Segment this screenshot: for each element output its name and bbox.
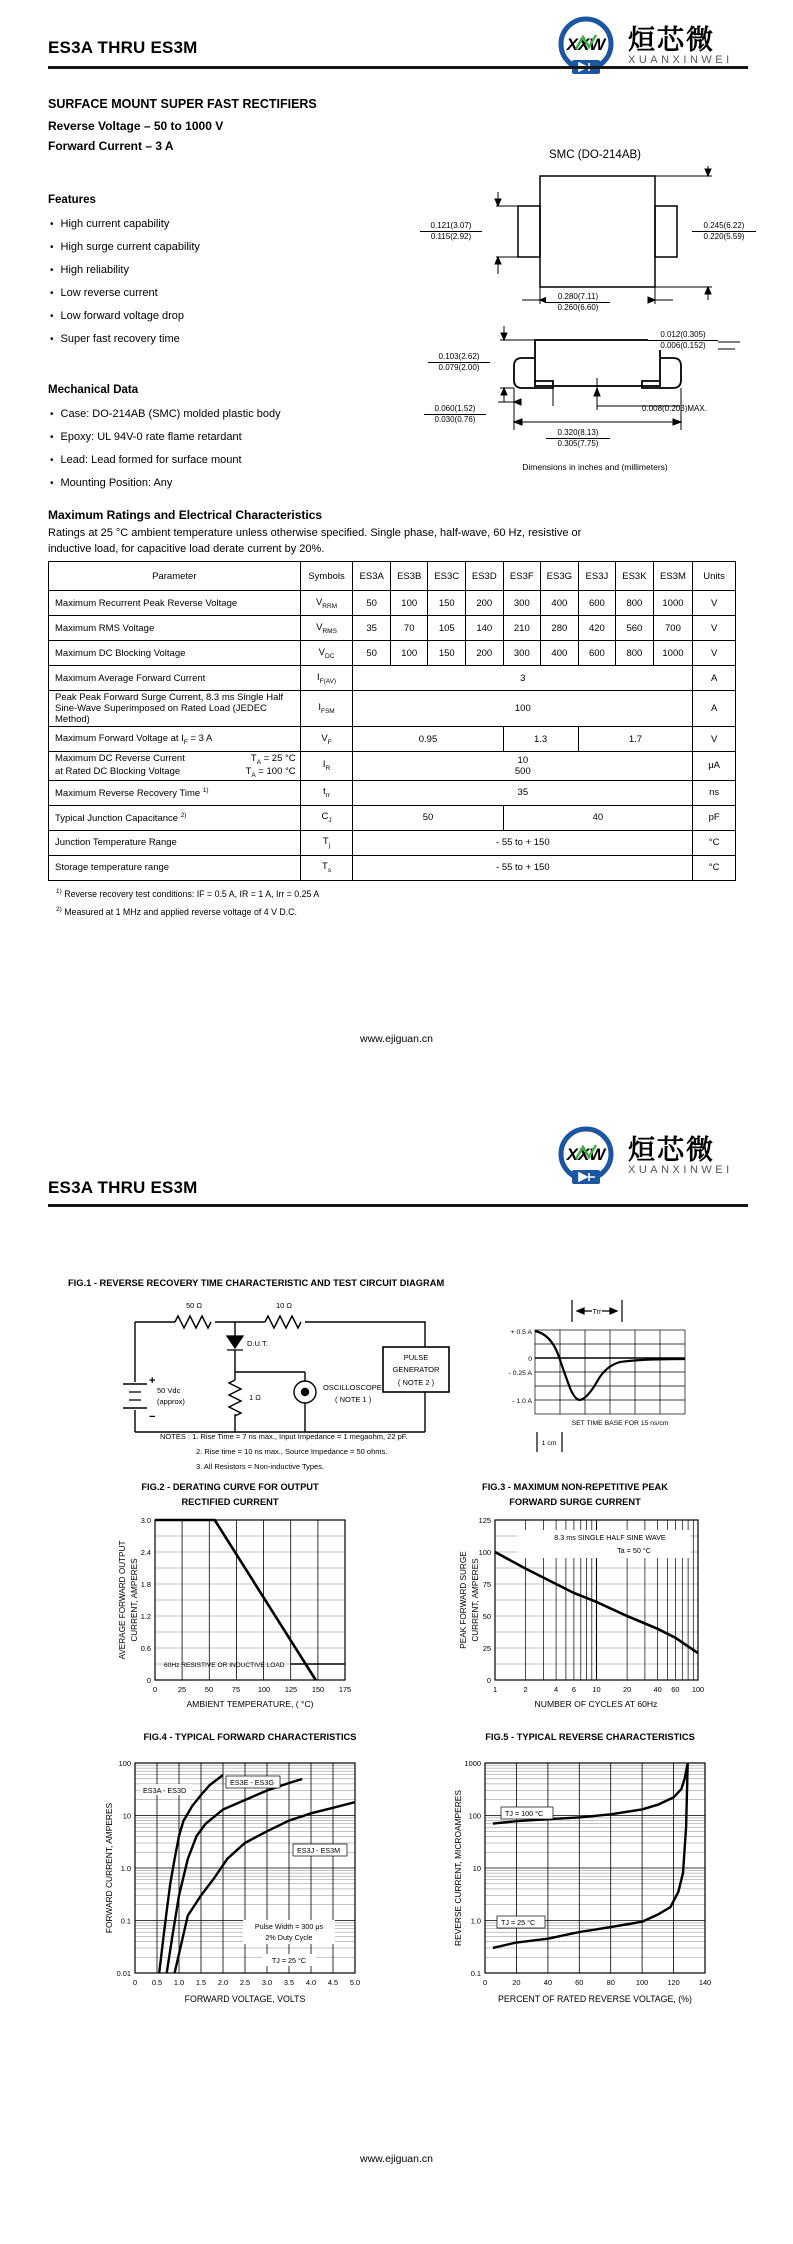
x-tick: 1 xyxy=(492,1685,498,1694)
value-cell: 800 xyxy=(616,591,654,616)
value-cell: 400 xyxy=(541,591,579,616)
table-row xyxy=(49,691,736,727)
y-tick: 75 xyxy=(482,1580,491,1589)
y-tick: 1.2 xyxy=(140,1612,151,1621)
x-tick: 2.0 xyxy=(217,1978,229,1987)
y-tick: 0.01 xyxy=(116,1969,131,1978)
resistor-10ohm-label: 10 Ω xyxy=(275,1301,293,1310)
table-row xyxy=(49,830,736,855)
page2-footer-url: www.ejiguan.cn xyxy=(360,2153,433,2165)
bullet-icon: • xyxy=(50,242,54,253)
y-tick: 100 xyxy=(468,1811,481,1821)
value-cell: 50 xyxy=(353,591,391,616)
curve-tj100-label: TJ = 100 °C xyxy=(505,1809,544,1818)
column-header: ES3K xyxy=(616,562,654,591)
fig1-note-2: 2. Rise time = 10 ns max., Source Impedance = 50 ohms. xyxy=(196,1447,388,1456)
parameter-cell: Maximum Reverse Recovery Time $^{1)}$ xyxy=(49,780,301,805)
value-cell: - 55 to + 150 xyxy=(353,855,693,880)
fig1-recovery-waveform xyxy=(480,1292,715,1472)
dim-lead: 0.060(1.52) 0.030(0.76) xyxy=(424,404,486,424)
unit-cell: V xyxy=(693,591,736,616)
symbol-cell: $T_j$ xyxy=(300,830,353,855)
bullet-icon: • xyxy=(50,455,54,466)
dim-thickness: 0.103(2.62) 0.079(2.00) xyxy=(428,352,490,372)
logo-chinese-name: 烜芯微 xyxy=(628,1135,715,1165)
value-cell: 1.3 xyxy=(503,727,578,752)
fig2-title: FIG.2 - DERATING CURVE FOR OUTPUT RECTIFIED CURRENT xyxy=(141,1482,319,1507)
table-row xyxy=(49,727,736,752)
parameter-cell xyxy=(49,752,301,781)
mechanical-item: • Mounting Position: Any xyxy=(50,477,173,489)
cm-scale-label: 1 cm xyxy=(541,1440,557,1447)
curve-tj25-label: TJ = 25 °C xyxy=(501,1918,536,1927)
table-row xyxy=(49,805,736,830)
column-header: Parameter xyxy=(49,562,301,591)
fig3-ylabel-line2: CURRENT, AMPERES xyxy=(471,1558,480,1642)
fig3-xlabel: NUMBER OF CYCLES AT 60Hz xyxy=(534,1699,658,1709)
footnote-2: $^{2)}$ Measured at 1 MHz and applied reverse voltage of 4 V D.C. xyxy=(56,906,297,917)
dim-max-standoff: 0.008(0.203)MAX. xyxy=(642,404,707,413)
x-tick: 5.0 xyxy=(349,1978,361,1987)
pulse-generator-label1: PULSE xyxy=(403,1353,429,1362)
fig1-note-3: 3. All Resistors = Non-inductive Types. xyxy=(196,1462,325,1471)
logo-chinese-name: 烜芯微 xyxy=(628,25,715,55)
parameter-cell: Maximum RMS Voltage xyxy=(49,616,301,641)
unit-cell: °C xyxy=(693,855,736,880)
unit-cell: pF xyxy=(693,805,736,830)
resistor-50ohm-icon xyxy=(175,1316,211,1328)
timebase-label: SET TIME BASE FOR 15 ns/cm xyxy=(571,1420,669,1427)
y-tick: 50 xyxy=(482,1612,491,1621)
value-cell: 700 xyxy=(653,616,693,641)
fig5-xlabel: PERCENT OF RATED REVERSE VOLTAGE, (%) xyxy=(498,1994,692,2004)
fig2-ylabel-line2: CURRENT, AMPERES xyxy=(130,1558,139,1642)
fig5-reverse-chart xyxy=(405,1748,745,2038)
forward-current-line: Forward Current – 3 A xyxy=(48,139,174,153)
value-cell: 40 xyxy=(503,805,693,830)
footnote-1: $^{1)}$ Reverse recovery test conditions: IF = 0.5 A, IR = 1 A, Irr = 0.25 A xyxy=(56,888,320,899)
value-cell: 300 xyxy=(503,641,541,666)
fig4-forward-chart xyxy=(50,1748,390,2038)
unit-cell: V xyxy=(693,616,736,641)
wave-ytick: - 1.0 A xyxy=(512,1398,532,1405)
value-cell: 150 xyxy=(428,641,466,666)
table-row xyxy=(49,591,736,616)
fig5-ylabel: REVERSE CURRENT, MICROAMPERES xyxy=(453,1790,463,1946)
x-tick: 6 xyxy=(571,1685,576,1694)
y-tick: 10 xyxy=(472,1864,481,1873)
x-tick: 4.0 xyxy=(305,1978,317,1987)
oscilloscope-label: OSCILLOSCOPE xyxy=(323,1383,382,1392)
resistor-10ohm-icon xyxy=(265,1316,301,1328)
value-cell: 140 xyxy=(466,616,504,641)
fig4-ylabel: FORWARD CURRENT, AMPERES xyxy=(104,1802,114,1934)
mechanical-item: • Lead: Lead formed for surface mount xyxy=(50,454,242,466)
bullet-icon: • xyxy=(50,409,54,420)
y-tick: 100 xyxy=(478,1548,491,1557)
value-cell: 50 xyxy=(353,641,391,666)
logo-initials: XXW xyxy=(566,35,606,54)
bullet-icon: • xyxy=(50,219,54,230)
x-tick: 0 xyxy=(482,1978,488,1987)
y-tick: 10 xyxy=(122,1811,131,1821)
column-header: ES3F xyxy=(503,562,541,591)
logo-initials: XXW xyxy=(566,1145,606,1164)
unit-cell: °C xyxy=(693,830,736,855)
value-cell: 200 xyxy=(466,641,504,666)
page1-footer-url: www.ejiguan.cn xyxy=(360,1033,433,1045)
feature-item: • Low forward voltage drop xyxy=(50,310,185,322)
value-cell: - 55 to + 150 xyxy=(353,830,693,855)
symbol-cell: $V_{DC}$ xyxy=(300,641,353,666)
symbol-cell: $C_J$ xyxy=(300,805,353,830)
y-tick: 3.0 xyxy=(140,1516,151,1525)
parameter-cell: Junction Temperature Range xyxy=(49,830,301,855)
bullet-icon: • xyxy=(50,265,54,276)
x-tick: 140 xyxy=(698,1978,712,1987)
dim-standoff: 0.012(0.305) 0.006(0.152) xyxy=(648,330,718,350)
x-tick: 50 xyxy=(204,1685,214,1694)
fig5-title: FIG.5 - TYPICAL REVERSE CHARACTERISTICS xyxy=(485,1732,695,1742)
symbol-cell: $t_{rr}$ xyxy=(300,780,353,805)
x-tick: 10 xyxy=(592,1685,601,1694)
x-tick: 100 xyxy=(257,1685,271,1694)
source-voltage-approx-label: (approx) xyxy=(157,1397,185,1406)
dim-tab-height: 0.121(3.07) 0.115(2.92) xyxy=(420,221,482,241)
ratings-description-line1: Ratings at 25 °C ambient temperature unless otherwise specified. Single phase, half-wave, 60 Hz, resistive or xyxy=(48,527,582,539)
parameter-cell: Maximum Recurrent Peak Reverse Voltage xyxy=(49,591,301,616)
column-header: ES3G xyxy=(541,562,579,591)
curve1-label: ES3A - ES3D xyxy=(143,1786,187,1795)
dut-label: D.U.T. xyxy=(247,1339,268,1348)
x-tick: 80 xyxy=(606,1978,615,1987)
pulse-generator-label2: GENERATOR xyxy=(392,1365,440,1374)
value-cell: 1000 xyxy=(653,591,693,616)
value-cell: 1000 xyxy=(653,641,693,666)
column-header: ES3D xyxy=(466,562,504,591)
package-dimensions-note: Dimensions in inches and (millimeters) xyxy=(522,462,668,472)
value-cell: 800 xyxy=(616,641,654,666)
value-cell: 105 xyxy=(428,616,466,641)
bullet-icon: • xyxy=(50,478,54,489)
curve2-label: ES3E - ES3G xyxy=(230,1778,274,1787)
value-cell: 70 xyxy=(390,616,428,641)
y-tick: 25 xyxy=(482,1644,491,1653)
x-tick: 1.5 xyxy=(195,1978,207,1987)
parameter-cell: Maximum Forward Voltage at $I_F = 3$ A xyxy=(49,727,301,752)
table-header-row xyxy=(49,562,736,591)
curve-es3a-es3d xyxy=(159,1775,223,1973)
column-header: ES3J xyxy=(578,562,616,591)
fig4-title: FIG.4 - TYPICAL FORWARD CHARACTERISTICS xyxy=(143,1732,357,1742)
value-cell: 50 xyxy=(353,805,503,830)
feature-item: • Low reverse current xyxy=(50,287,158,299)
dim-body-height: 0.245(6.22) 0.220(5.59) xyxy=(692,221,756,241)
company-logo xyxy=(556,1126,733,1188)
x-tick: 150 xyxy=(311,1685,325,1694)
y-tick: 1.0 xyxy=(120,1864,131,1873)
column-header: ES3B xyxy=(390,562,428,591)
battery-minus-label: − xyxy=(149,1411,156,1423)
y-tick: 0 xyxy=(486,1676,491,1685)
symbol-cell: $I_{F(AV)}$ xyxy=(300,666,353,691)
x-tick: 20 xyxy=(512,1978,521,1987)
fig2-xlabel: AMBIENT TEMPERATURE, ( °C) xyxy=(186,1699,314,1709)
logo-english-name: XUANXINWEI xyxy=(628,54,733,66)
unit-cell: ns xyxy=(693,780,736,805)
value-cell: 400 xyxy=(541,641,579,666)
symbol-cell: $V_{RMS}$ xyxy=(300,616,353,641)
value-cell: 600 xyxy=(578,591,616,616)
x-tick: 120 xyxy=(667,1978,680,1987)
resistor-1ohm-icon xyxy=(229,1380,241,1416)
table-row xyxy=(49,641,736,666)
value-cell: 600 xyxy=(578,641,616,666)
wave-ytick: 0 xyxy=(528,1356,532,1363)
feature-item: • High current capability xyxy=(50,218,170,230)
mechanical-item: • Epoxy: UL 94V-0 rate flame retardant xyxy=(50,431,242,443)
value-cell: 3 xyxy=(353,666,693,691)
pulse-generator-label3: ( NOTE 2 ) xyxy=(397,1378,435,1387)
header-rule xyxy=(48,66,748,69)
fig2-derating-chart xyxy=(55,1508,395,1723)
column-header: Units xyxy=(693,562,736,591)
fig4-xlabel: FORWARD VOLTAGE, VOLTS xyxy=(184,1994,306,2004)
fig2-ylabel-line1: AVERAGE FORWARD OUTPUT xyxy=(118,1540,127,1660)
y-tick: 1000 xyxy=(464,1759,481,1768)
symbol-cell: $I_R$ xyxy=(300,752,353,781)
x-tick: 3.0 xyxy=(261,1978,273,1987)
x-tick: 60 xyxy=(671,1685,680,1694)
y-tick: 1.0 xyxy=(470,1916,481,1926)
header-rule xyxy=(48,1204,748,1207)
x-tick: 4.5 xyxy=(327,1978,339,1987)
x-tick: 0 xyxy=(152,1685,158,1694)
bullet-icon: • xyxy=(50,432,54,443)
unit-cell: μA xyxy=(693,752,736,781)
symbol-cell: $V_F$ xyxy=(300,727,353,752)
dut-diode-icon xyxy=(227,1336,243,1350)
x-tick: 100 xyxy=(691,1685,705,1694)
ratings-heading: Maximum Ratings and Electrical Characteristics xyxy=(48,508,323,522)
value-cell: 300 xyxy=(503,591,541,616)
wave-ytick: + 0.5 A xyxy=(510,1329,532,1336)
x-tick: 2 xyxy=(523,1685,528,1694)
fig4-annotation-2: 2% Duty Cycle xyxy=(265,1933,313,1942)
feature-item: • High surge current capability xyxy=(50,241,200,253)
wave-ytick: - 0.25 A xyxy=(508,1370,532,1377)
column-header: ES3C xyxy=(428,562,466,591)
bullet-icon: • xyxy=(50,311,54,322)
curve3-label: ES3J - ES3M xyxy=(297,1846,341,1855)
ratings-table xyxy=(48,561,736,881)
value-cell: 280 xyxy=(541,616,579,641)
parameter-cell: Peak Peak Forward Surge Current, 8.3 ms Single Half Sine-Wave Superimposed on Rated Load (JEDEC Method) xyxy=(49,691,301,727)
parameter-cell: Maximum DC Blocking Voltage xyxy=(49,641,301,666)
value-cell: 35 xyxy=(353,616,391,641)
x-tick: 40 xyxy=(653,1685,662,1694)
fig3-annotation-2: Ta = 50 °C xyxy=(617,1546,651,1555)
y-tick: 2.4 xyxy=(140,1548,151,1557)
ratings-description-line2: inductive load, for capacitive load derate current by 20%. xyxy=(48,543,325,555)
logo-english-name: XUANXINWEI xyxy=(628,1164,733,1176)
oscilloscope-note-label: ( NOTE 1 ) xyxy=(335,1395,372,1404)
x-tick: 4 xyxy=(554,1685,559,1694)
value-cell: 100 xyxy=(390,641,428,666)
trr-label: Trr xyxy=(592,1309,602,1316)
product-headline: SURFACE MOUNT SUPER FAST RECTIFIERS xyxy=(48,97,317,111)
parameter-cell: Maximum Average Forward Current xyxy=(49,666,301,691)
x-tick: 100 xyxy=(635,1978,649,1987)
source-voltage-label: 50 Vdc xyxy=(157,1386,181,1395)
value-cell: 150 xyxy=(428,591,466,616)
table-row xyxy=(49,855,736,880)
parameter-line: at Rated DC Blocking Voltage $T_A = 100$ °C xyxy=(55,765,296,779)
x-tick: 175 xyxy=(338,1685,352,1694)
value-cell: 100 xyxy=(390,591,428,616)
x-tick: 25 xyxy=(177,1685,187,1694)
mechanical-heading: Mechanical Data xyxy=(48,384,139,396)
value-cell: 200 xyxy=(466,591,504,616)
value-cell: 560 xyxy=(616,616,654,641)
unit-cell: V xyxy=(693,641,736,666)
value-cell: 1.7 xyxy=(578,727,693,752)
symbol-cell: $T_s$ xyxy=(300,855,353,880)
package-name: SMC (DO-214AB) xyxy=(548,149,642,161)
table-row xyxy=(49,752,736,781)
x-tick: 20 xyxy=(622,1685,632,1694)
value-cell: 0.95 xyxy=(353,727,503,752)
value-cell: 10 500 xyxy=(353,752,693,781)
symbol-cell: $I_{FSM}$ xyxy=(300,691,353,727)
y-tick: 100 xyxy=(118,1759,131,1768)
feature-item: • Super fast recovery time xyxy=(50,333,180,345)
fig3-ylabel-line1: PEAK FORWARD SURGE xyxy=(459,1551,468,1649)
fig3-surge-chart xyxy=(410,1508,740,1723)
page-title: ES3A THRU ES3M xyxy=(48,38,198,57)
column-header: Symbols xyxy=(300,562,353,591)
y-tick: 1.8 xyxy=(140,1580,151,1589)
unit-cell: A xyxy=(693,666,736,691)
x-tick: 3.5 xyxy=(283,1978,295,1987)
x-tick: 0 xyxy=(132,1978,138,1987)
unit-cell: V xyxy=(693,727,736,752)
mechanical-item: • Case: DO-214AB (SMC) molded plastic body xyxy=(50,408,281,420)
battery-plus-label: + xyxy=(149,1375,156,1387)
value-cell: 420 xyxy=(578,616,616,641)
unit-cell: A xyxy=(693,691,736,727)
fig1-note-1: NOTES : 1. Rise Time = 7 ns max., Input Impedance = 1 megaohm, 22 pF. xyxy=(160,1432,408,1441)
column-header: ES3M xyxy=(653,562,693,591)
logo-mark-icon xyxy=(556,1126,620,1188)
feature-item: • High reliability xyxy=(50,264,129,276)
y-tick: 0.1 xyxy=(470,1969,481,1978)
value-cell: 100 xyxy=(353,691,693,727)
resistor-1ohm-label: 1 Ω xyxy=(249,1393,261,1402)
dim-body-width: 0.280(7.11) 0.260(6.60) xyxy=(546,292,610,312)
fig3-title: FIG.3 - MAXIMUM NON-REPETITIVE PEAK FORWARD SURGE CURRENT xyxy=(482,1482,668,1507)
x-tick: 2.5 xyxy=(239,1978,251,1987)
features-heading: Features xyxy=(48,194,96,206)
x-tick: 1.0 xyxy=(173,1978,185,1987)
table-row xyxy=(49,666,736,691)
x-tick: 125 xyxy=(284,1685,298,1694)
fig1-title: FIG.1 - REVERSE RECOVERY TIME CHARACTERISTIC AND TEST CIRCUIT DIAGRAM xyxy=(68,1278,445,1288)
parameter-line: Maximum DC Reverse Current $T_A = 25$ °C xyxy=(55,753,296,766)
symbol-cell: $V_{RRM}$ xyxy=(300,591,353,616)
y-tick: 0.6 xyxy=(140,1644,151,1653)
page-title: ES3A THRU ES3M xyxy=(48,1178,198,1197)
x-tick: 75 xyxy=(231,1685,241,1694)
fig4-annotation-3: TJ = 25 °C xyxy=(271,1956,307,1965)
resistor-50ohm-label: 50 Ω xyxy=(185,1301,203,1310)
value-cell: 35 xyxy=(353,780,693,805)
column-header: ES3A xyxy=(353,562,391,591)
table-row xyxy=(49,780,736,805)
bullet-icon: • xyxy=(50,288,54,299)
y-tick: 0.1 xyxy=(120,1916,131,1926)
y-tick: 0 xyxy=(146,1676,151,1685)
x-tick: 40 xyxy=(543,1978,553,1987)
parameter-cell: Typical Junction Capacitance $^{2)}$ xyxy=(49,805,301,830)
bullet-icon: • xyxy=(50,334,54,345)
dim-span: 0.320(8.13) 0.305(7.75) xyxy=(546,428,610,448)
y-tick: 125 xyxy=(478,1516,491,1525)
reverse-voltage-line: Reverse Voltage – 50 to 1000 V xyxy=(48,119,224,133)
parameter-cell: Storage temperature range xyxy=(49,855,301,880)
value-cell: 210 xyxy=(503,616,541,641)
x-tick: 60 xyxy=(575,1978,584,1987)
x-tick: 0.5 xyxy=(151,1978,163,1987)
fig4-annotation-1: Pulse Width = 300 μs xyxy=(254,1922,324,1931)
table-row xyxy=(49,616,736,641)
fig2-load-note: 60Hz RESISTIVE OR INDUCTIVE LOAD xyxy=(164,1662,285,1669)
fig3-annotation-1: 8.3 ms SINGLE HALF SINE WAVE xyxy=(554,1533,666,1542)
